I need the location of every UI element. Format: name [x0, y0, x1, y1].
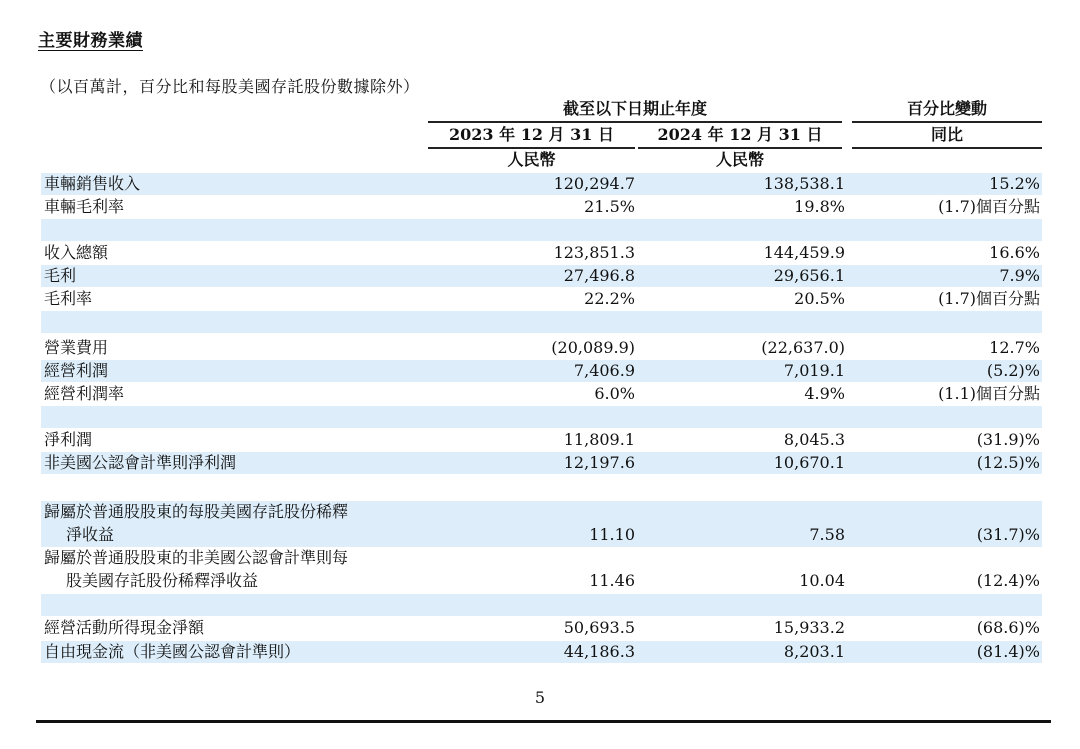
row-label: 自由現金流（非美國公認會計準則）	[44, 642, 301, 661]
row-label: 非美國公認會計準則淨利潤	[44, 453, 237, 472]
row-label: 歸屬於普通股股東的非美國公認會計準則每	[44, 548, 349, 567]
value-change: (1.7)個百分點	[938, 289, 1040, 308]
change-group-header: 百分比變動	[906, 99, 987, 118]
spacer-row	[41, 406, 1042, 428]
value-2024: 19.8%	[794, 197, 845, 216]
value-change: 15.2%	[989, 174, 1040, 193]
value-2024: (22,637.0)	[761, 338, 845, 357]
row-label: 經營利潤率	[44, 384, 125, 403]
row-label: 收入總額	[44, 243, 109, 262]
currency-2023: 人民幣	[507, 150, 556, 169]
value-2024: 15,933.2	[773, 618, 845, 637]
value-2023: 6.0%	[594, 384, 635, 403]
col-yoy-header: 同比	[930, 125, 963, 144]
row-label-continued: 股美國存託股份稀釋淨收益	[66, 571, 259, 590]
header-rule-period	[428, 121, 842, 123]
value-2024: 8,203.1	[783, 642, 845, 661]
value-2023: 27,496.8	[563, 266, 635, 285]
table-row	[41, 547, 1042, 593]
value-2024: 10.04	[799, 571, 845, 590]
value-2023: 21.5%	[584, 197, 635, 216]
table-row	[41, 337, 1042, 359]
footer-rule	[36, 720, 1051, 723]
value-change: (81.4)%	[976, 642, 1040, 661]
value-2024: 29,656.1	[773, 266, 845, 285]
table-row	[41, 360, 1042, 382]
value-2024: 138,538.1	[763, 174, 845, 193]
value-2024: 7,019.1	[783, 361, 845, 380]
value-2023: 123,851.3	[553, 243, 635, 262]
value-2023: 120,294.7	[553, 174, 635, 193]
value-2023: (20,089.9)	[551, 338, 635, 357]
value-2024: 20.5%	[794, 289, 845, 308]
value-2023: 12,197.6	[563, 453, 635, 472]
value-2023: 50,693.5	[563, 618, 635, 637]
value-change: (1.7)個百分點	[938, 197, 1040, 216]
value-2023: 11,809.1	[563, 430, 635, 449]
value-2023: 44,186.3	[563, 642, 635, 661]
value-change: (5.2)%	[986, 361, 1040, 380]
value-change: (31.9)%	[976, 430, 1040, 449]
value-change: (68.6)%	[976, 618, 1040, 637]
value-change: 16.6%	[989, 243, 1040, 262]
row-label: 毛利率	[44, 289, 93, 308]
table-row	[41, 429, 1042, 451]
value-2024: 8,045.3	[783, 430, 845, 449]
value-2023: 11.10	[589, 525, 635, 544]
row-label: 歸屬於普通股股東的每股美國存託股份稀釋	[44, 502, 349, 521]
spacer-row	[41, 219, 1042, 241]
period-group-header: 截至以下日期止年度	[562, 99, 707, 118]
table-row	[41, 452, 1042, 474]
units-note: （以百萬計，百分比和每股美國存託股份數據除外）	[40, 77, 420, 96]
table-row	[41, 288, 1042, 310]
table-row	[41, 196, 1042, 218]
value-change: (31.7)%	[976, 525, 1040, 544]
value-change: 7.9%	[999, 266, 1040, 285]
table-row	[41, 265, 1042, 287]
value-2023: 7,406.9	[573, 361, 635, 380]
page-number: 5	[534, 688, 546, 707]
spacer-row	[41, 594, 1042, 616]
value-2024: 7.58	[809, 525, 845, 544]
spacer-row	[41, 475, 1042, 497]
value-2023: 22.2%	[584, 289, 635, 308]
page-title: 主要財務業績	[38, 31, 143, 51]
table-row	[41, 173, 1042, 195]
value-change: (12.5)%	[976, 453, 1040, 472]
currency-2024: 人民幣	[715, 150, 764, 169]
row-label: 淨利潤	[44, 430, 93, 449]
col-2024-header: 2024 年 12 月 31 日	[657, 125, 823, 144]
header-rule-change	[852, 121, 1042, 123]
col-2023-header: 2023 年 12 月 31 日	[449, 125, 614, 144]
row-label: 經營利潤	[44, 361, 109, 380]
value-2024: 10,670.1	[773, 453, 845, 472]
row-label-continued: 淨收益	[66, 525, 115, 544]
spacer-row	[41, 311, 1042, 333]
value-2024: 144,459.9	[763, 243, 845, 262]
table-row	[41, 242, 1042, 264]
header-rule-yoy	[852, 147, 1042, 149]
table-row	[41, 383, 1042, 405]
value-2024: 4.9%	[804, 384, 845, 403]
value-change: (1.1)個百分點	[938, 384, 1040, 403]
value-2023: 11.46	[589, 571, 635, 590]
value-change: 12.7%	[989, 338, 1040, 357]
row-label: 營業費用	[44, 338, 109, 357]
table-row	[41, 617, 1042, 639]
row-label: 毛利	[44, 266, 77, 285]
row-label: 車輛銷售收入	[44, 174, 141, 193]
value-change: (12.4)%	[976, 571, 1040, 590]
table-row	[41, 641, 1042, 663]
row-label: 經營活動所得現金淨額	[44, 618, 205, 637]
table-row	[41, 501, 1042, 547]
row-label: 車輛毛利率	[44, 197, 125, 216]
